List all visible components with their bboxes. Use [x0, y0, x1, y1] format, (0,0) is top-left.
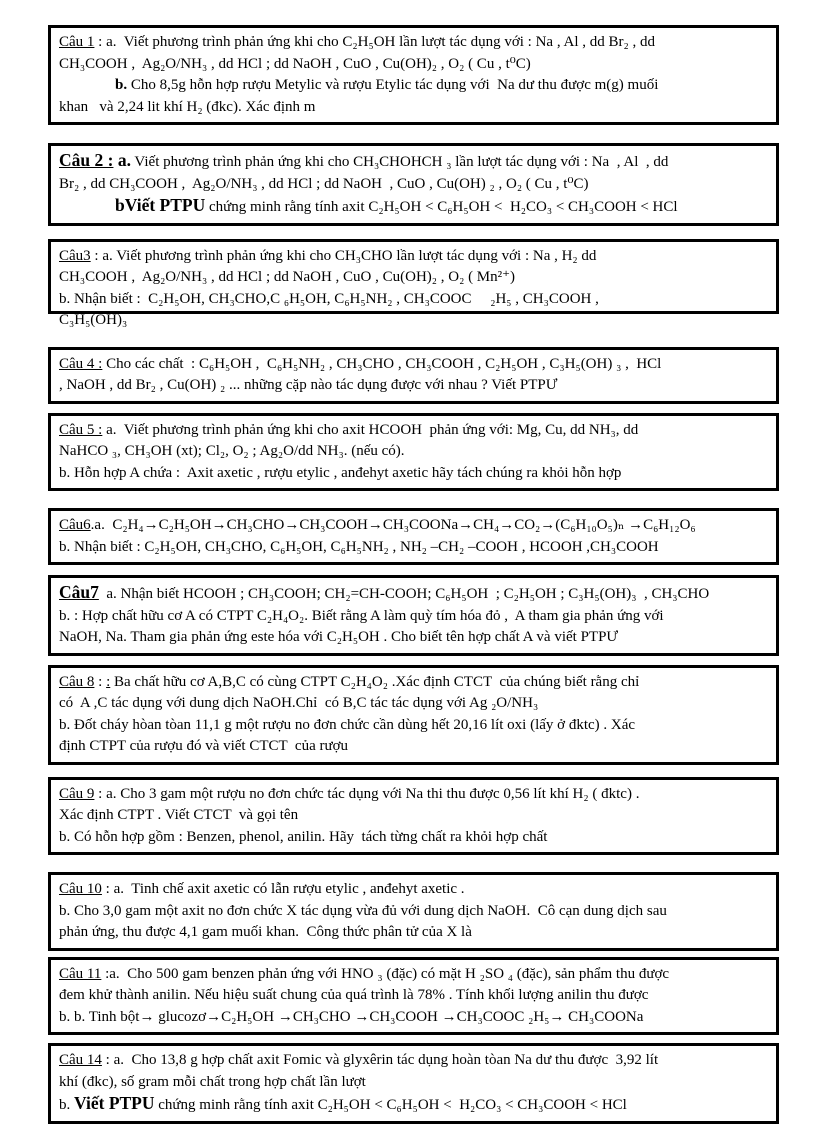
question-box-cau-4: [48, 347, 779, 404]
question-line: [59, 246, 768, 268]
question-label: Câu 4 :: [59, 355, 103, 372]
question-line: [59, 582, 768, 606]
text-segment: Cho các chất : C₆H₅OH , C₆H₅NH₂ , CH₃CHO , CH₃COOH , C₂H₅OH , C₃H₅(OH) ₃ , HCl: [102, 355, 662, 372]
text-segment: b. b. Tinh bột→ glucozơ→C₂H₅OH →CH₃CHO →CH₃COOH →CH₃COOC ₂H₅→ CH₃COONa: [59, 1008, 644, 1025]
text-segment: khan và 2,24 lit khí H₂ (đkc). Xác định m: [59, 98, 316, 115]
text-segment: : a. Cho 13,8 g hợp chất axit Fomic và glyxêrin tác dụng hoàn tòan Na dư thu được 3,92 lít: [101, 1052, 659, 1068]
question-label: Câu6: [59, 517, 91, 533]
question-line: [59, 901, 768, 923]
question-line: [59, 97, 768, 119]
text-segment: Viết PTPU: [74, 1093, 155, 1113]
question-box-cau-5: [48, 413, 779, 492]
question-box-cau-9: [48, 777, 779, 856]
question-list: [48, 25, 779, 1124]
question-line: [59, 441, 768, 463]
question-box-cau-14: [48, 1043, 779, 1124]
text-segment: phản ứng, thu được 4,1 gam muối khan. Công thức phân tử của X là: [59, 924, 472, 940]
question-line: [59, 310, 768, 332]
question-box-cau-10: [48, 872, 779, 951]
text-segment: : a. Viết phương trình phản ứng khi cho C₂H₅OH lần lượt tác dụng với : Na , Al , dd Br₂ , dd: [94, 34, 655, 50]
text-segment: chứng minh rằng tính axit C₂H₅OH < C₆H₅OH < H₂CO₃ < CH₃COOH < HCl: [205, 199, 678, 215]
question-line: [59, 805, 768, 827]
text-segment: chứng minh rằng tính axit C₂H₅OH < C₆H₅OH < H₂CO₃ < CH₃COOH < HCl: [154, 1097, 627, 1113]
text-segment: : a. Viết phương trình phản ứng khi cho CH₃CHO lần lượt tác dụng với : Na , H₂ dd: [90, 247, 597, 264]
text-segment: NaOH, Na. Tham gia phản ứng este hóa với C₂H₅OH . Cho biết tên hợp chất A và viết PTPƯ: [59, 629, 619, 645]
text-segment: Ba chất hữu cơ A,B,C có cùng CTPT C₂H₄O₂ .Xác định CTCT của chúng biết rằng chỉ: [110, 673, 640, 690]
question-line: [59, 627, 768, 649]
text-segment: b. Cho 3,0 gam một axit no đơn chức X tác dụng vừa đủ với dung dịch NaOH. Cô cạn dung dịch sau: [59, 902, 667, 919]
question-line: [59, 289, 768, 311]
text-segment: : a. Tinh chế axit axetic có lẫn rượu etylic , anđehyt axetic .: [101, 881, 465, 897]
text-segment: đem khử thành anilin. Nếu hiệu suất chung của quá trình là 78% . Tính khối lượng anilin thu được: [59, 987, 649, 1003]
text-segment: b. : Hợp chất hữu cơ A có CTPT C₂H₄O₂. Biết rằng A làm quỳ tím hóa đỏ , A tham gia phản ứng với: [59, 607, 664, 624]
text-segment: NaHCO ₃, CH₃OH (xt); Cl₂, O₂ ; Ag₂O/dd NH₃. (nếu có).: [59, 443, 405, 459]
question-label: Câu 10: [59, 881, 102, 897]
text-segment: a. Nhận biết HCOOH ; CH₃COOH; CH₂=CH-COOH; C₆H₅OH ; C₂H₅OH ; C₃H₅(OH)₃ , CH₃CHO: [98, 586, 710, 602]
text-segment: b.: [115, 77, 128, 93]
text-segment: C₃H₅(OH)₃: [59, 312, 128, 328]
question-label: Câu 9: [59, 785, 95, 802]
question-line: [59, 672, 768, 694]
question-box-cau-8: [48, 665, 779, 765]
question-box-cau-6: [48, 508, 779, 565]
question-line: [59, 195, 768, 219]
question-line: [59, 879, 768, 901]
question-label: Câu 5 :: [59, 421, 103, 438]
question-box-cau-3: [48, 239, 779, 328]
question-line: [59, 1050, 768, 1072]
question-line: [59, 174, 768, 196]
text-segment: a. Viết phương trình phản ứng khi cho axit HCOOH phản ứng với: Mg, Cu, dd NH₃, dd: [102, 421, 639, 438]
question-box-cau-1: [48, 25, 779, 125]
text-segment: CH₃COOH , Ag₂O/NH₃ , dd HCl ; dd NaOH , CuO , Cu(OH)₂ , O₂ ( Mn²⁺): [59, 269, 516, 285]
question-label: Câu 8: [59, 673, 95, 690]
text-segment: khí (đkc), số gram mỗi chất trong hợp chất lần lượt: [59, 1073, 366, 1090]
question-label: :: [106, 673, 111, 690]
text-segment: Br₂ , dd CH₃COOH , Ag₂O/NH₃ , dd HCl ; dd NaOH , CuO , Cu(OH) ₂ , O₂ ( Cu , t⁰C): [59, 175, 589, 192]
question-line: [59, 375, 768, 397]
question-line: [59, 515, 768, 537]
question-label: Câu 1: [59, 34, 95, 50]
text-segment: có A ,C tác dụng với dung dịch NaOH.Chỉ có B,C tác tác dụng với Ag ₂O/NH₃: [59, 695, 539, 711]
text-segment: Viết phương trình phản ứng khi cho CH₃CHOHCH ₃ lần lượt tác dụng với : Na , Al , dd: [130, 154, 669, 170]
question-line: [59, 150, 768, 174]
text-segment: b. Nhận biết : C₂H₅OH, CH₃CHO,C ₆H₅OH, C₆H₅NH₂ , CH₃COOC ₂H₅ , CH₃COOH ,: [59, 290, 599, 307]
question-line: [59, 693, 768, 715]
question-box-cau-7: [48, 575, 779, 656]
text-segment: a.: [113, 150, 131, 170]
text-segment: Xác định CTPT . Viết CTCT và gọi tên: [59, 807, 299, 823]
text-segment: Cho 8,5g hỗn hợp rượu Metylic và rượu Etylic tác dụng với Na dư thu được m(g) muối: [127, 77, 659, 93]
text-segment: : a. Cho 3 gam một rượu no đơn chức tác dụng với Na thi thu được 0,56 lít khí H₂ ( đktc) .: [94, 785, 640, 802]
question-label: Câu 11: [59, 965, 102, 982]
text-segment: b. Hỗn hợp A chứa : Axit axetic , rượu etylic , anđehyt axetic hãy tách chúng ra khỏi hỗn hợp: [59, 464, 622, 481]
text-segment: b. Có hỗn hợp gồm : Benzen, phenol, anilin. Hãy tách từng chất ra khỏi hợp chất: [59, 828, 548, 845]
question-label: Câu 14: [59, 1052, 102, 1068]
text-segment: b. Nhận biết : C₂H₅OH, CH₃CHO, C₆H₅OH, C₆H₅NH₂ , NH₂ –CH₂ –COOH , HCOOH ,CH₃COOH: [59, 538, 659, 555]
question-line: [59, 32, 768, 54]
question-line: [59, 354, 768, 376]
question-box-cau-2: [48, 143, 779, 226]
question-line: [59, 420, 768, 442]
question-line: [59, 1007, 768, 1029]
question-label: Câu3: [59, 247, 91, 264]
question-line: [59, 267, 768, 289]
question-line: [59, 606, 768, 628]
question-box-cau-11: [48, 957, 779, 1036]
question-line: [59, 922, 768, 944]
text-segment: b. Đốt cháy hòan tòan 11,1 g một rượu no đơn chức cần dùng hết 20,16 lít oxi (lấy ở đktc) . Xác: [59, 716, 636, 733]
question-line: [59, 54, 768, 76]
text-segment: bViết PTPU: [115, 195, 206, 215]
question-line: [59, 1093, 768, 1117]
question-line: [59, 985, 768, 1007]
question-line: [59, 537, 768, 559]
text-segment: :: [94, 673, 107, 690]
text-segment: CH₃COOH , Ag₂O/NH₃ , dd HCl ; dd NaOH , CuO , Cu(OH)₂ , O₂ ( Cu , t⁰C): [59, 55, 531, 72]
question-label: Câu 2 :: [59, 150, 114, 170]
text-segment: b.: [59, 1097, 74, 1113]
question-line: [59, 715, 768, 737]
question-line: [59, 1072, 768, 1094]
question-line: [59, 827, 768, 849]
text-segment: , NaOH , dd Br₂ , Cu(OH) ₂ ... những cặp nào tác dụng được với nhau ? Viết PTPƯ: [59, 377, 558, 393]
question-line: [59, 75, 768, 97]
question-label: Câu7: [59, 582, 99, 602]
question-line: [59, 736, 768, 758]
text-segment: :a. Cho 500 gam benzen phản ứng với HNO ₃ (đặc) có mặt H ₂SO ₄ (đặc), sản phẩm thu được: [101, 965, 670, 982]
question-line: [59, 964, 768, 986]
text-segment: định CTPT của rượu đó và viết CTCT của rượu: [59, 738, 349, 754]
question-line: [59, 463, 768, 485]
text-segment: .a. C₂H₄→C₂H₅OH→CH₃CHO→CH₃COOH→CH₃COONa→CH₄→CO₂→(C₆H₁₀O₅)ₙ →C₆H₁₂O₆: [90, 517, 696, 533]
question-line: [59, 784, 768, 806]
